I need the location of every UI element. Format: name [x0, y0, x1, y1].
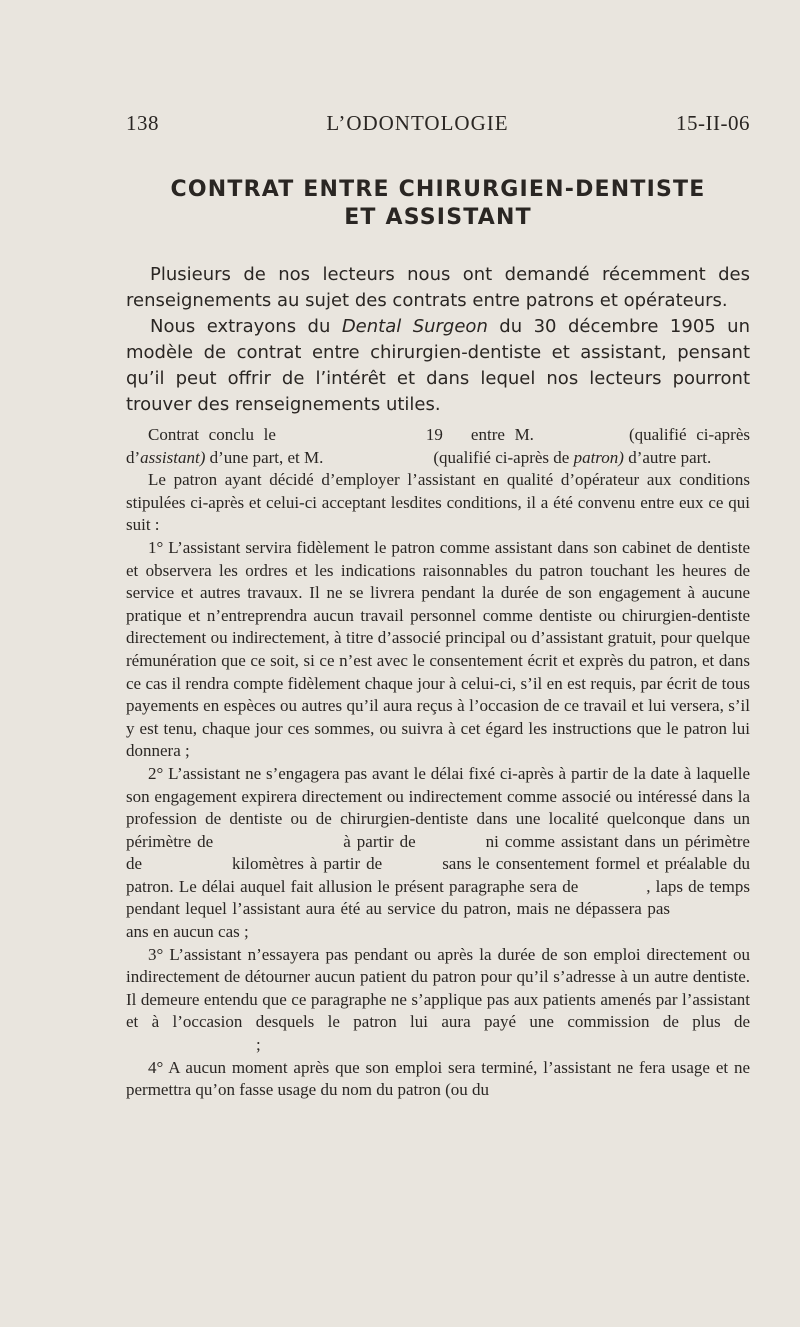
page-number: 138 [126, 110, 159, 135]
contract-clause-3 [126, 944, 750, 1057]
p1-a: Contrat conclu le [148, 425, 276, 444]
p1-assistant: assistant) [140, 447, 206, 467]
p4-b: à partir de [343, 831, 416, 851]
p1-c: entre M. [470, 425, 534, 444]
contract-clause-1: 1° L’assistant servira fidèlement le patron comme assistant dans son cabinet de dentiste et observera les ordres et les indications raisonnables du patron touchant les heures de service et autres travaux. Il ne se livrera pendant la durée de son engagement à aucune pratique et n’entreprendra aucun travail personnel comme dentiste ou chirurgien-dentiste directement ou indirectement, à titre d’associé principal ou d’assistant gratuit, pour quelque rémunération que ce soit, si ce n’est avec le consentement écrit et exprès du patron, et dans ce cas il rendra compte fidèlement chaque jour à celui-ci, s’il en est requis, par écrit de tous payements en espèces ou autres qu’il aura reçus à l’occasion de ce travail et lui versera, s’il y est tenu, chaque jour ces sommes, ou suivra à cet égard les instructions que le patron lui donnera ; [126, 537, 750, 761]
p1-d: (qualifié ci-après d’ [126, 425, 750, 467]
intro-paragraph-1: Plusieurs de nos lecteurs nous ont demandé récemment des renseignements au sujet des contrats entre patrons et opérateurs. [126, 264, 750, 311]
contract-text [126, 424, 750, 1102]
p1-b: 19 [425, 425, 443, 444]
p4-a: 2° L’assistant ne s’engagera pas avant le délai fixé ci-après à partir de la date à laquelle son engagement expirera directement ou indirectement comme associé ou intéressé dans la profession de dentiste ou de chirurgien-dentiste dans une localité quelconque dans un périmètre de [126, 763, 750, 851]
intro-text-a: Nous extrayons du [150, 316, 342, 337]
contract-clause-4: 4° A aucun moment après que son emploi sera terminé, l’assistant ne fera usage et ne permettra qu’on fasse usage du nom du patron (ou du [126, 1057, 750, 1100]
p5-a: 3° L’assistant n’essayera pas pendant ou après la durée de son emploi directement ou indirectement de détourner aucun patient du patron pour qu’il s’adresse à un autre dentiste. Il demeure entendu que ce paragraphe ne s’applique pas aux patients amenés par l’assistant et à l’occasion desquels le patron lui aura payé une commission de plus de [126, 944, 750, 1032]
p1-g: d’autre part. [623, 447, 712, 467]
title-line-2: ET ASSISTANT [344, 205, 532, 230]
p1-patron: patron) [573, 447, 624, 467]
contract-paragraph-preamble: Le patron ayant décidé d’employer l’assistant en qualité d’opérateur aux conditions stipulées ci-après et celui-ci acceptant lesdites conditions, il a été convenu entre eux ce qui suit : [126, 470, 750, 535]
journal-title: L’ODONTOLOGIE [326, 110, 509, 135]
p5-b: ; [256, 1035, 261, 1055]
p1-e: d’une part, et M. [205, 447, 324, 467]
issue-date: 15-II-06 [676, 110, 750, 135]
intro [126, 262, 750, 418]
p4-d: kilomètres à partir de [232, 854, 383, 874]
contract-paragraph-header [126, 424, 750, 469]
intro-paragraph-2 [126, 314, 750, 418]
title-line-1: CONTRAT ENTRE CHIRURGIEN-DENTISTE [170, 177, 706, 202]
p4-f: , laps de temps pendant lequel l’assistant aura été au service du patron, mais ne dépassera pas [126, 876, 750, 919]
article-title [126, 176, 750, 232]
p4-e: sans le consentement formel et préalable du patron. Le délai auquel fait allusion le présent paragraphe sera de [126, 854, 750, 896]
contract-clause-2 [126, 763, 750, 944]
p4-c: ni comme assistant dans un périmètre de [126, 831, 750, 874]
p4-g: ans en aucun cas ; [126, 922, 249, 942]
running-header [126, 108, 750, 138]
p1-f: (qualifié ci-après de [433, 447, 574, 467]
source-name: Dental Surgeon [341, 316, 488, 337]
intro-text-b: du 30 décembre 1905 un modèle de contrat entre chirurgien-dentiste et assistant, pensant qu’il peut offrir de l’intérêt et dans lequel nos lecteurs pourront trouver des renseignements utiles. [126, 316, 750, 415]
